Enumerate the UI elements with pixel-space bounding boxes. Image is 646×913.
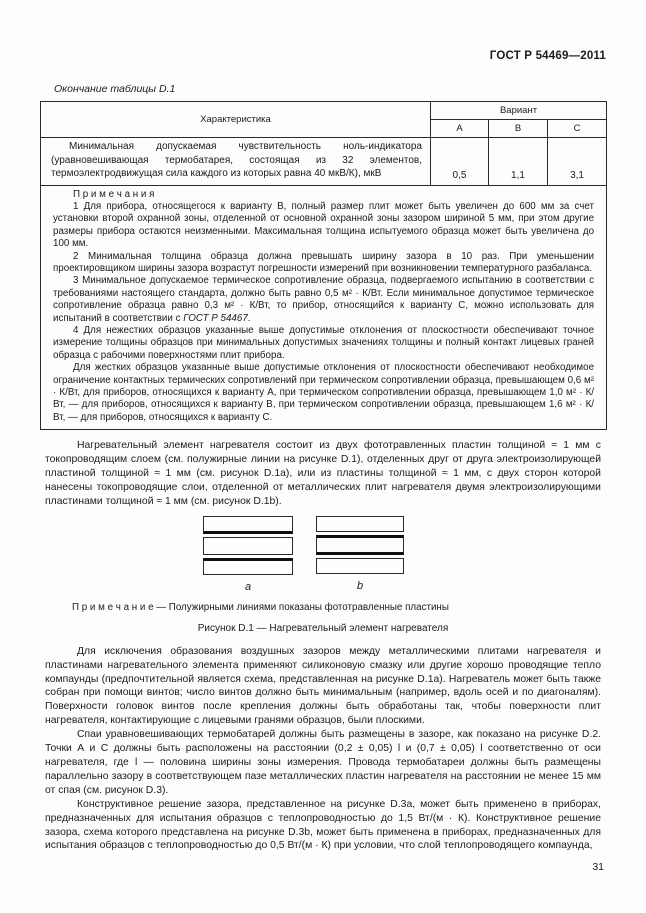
note-3-period: .	[247, 312, 251, 324]
plate-with-etched-layer-bottom	[203, 516, 293, 534]
note-3-text: 3 Минимальное допускаемое термическое сопротивление образца, подвергаемого испытанию в соответствии с требованиями настоящего стандарта, должно быть равно 0,5 м² · К/Вт. Если минимальное допустимое термическое сопротивление образца равно 0,3 м² · К/Вт, то прибор, относящийся к варианту С, можно использовать для испытаний в соответствии с	[53, 275, 595, 324]
value-cell-b: 1,1	[489, 138, 548, 186]
notes-title: П р и м е ч а н и я	[73, 188, 155, 200]
col-header-variant: Вариант	[431, 102, 607, 120]
table-notes-row	[41, 185, 607, 430]
insulating-plate-bottom	[316, 558, 404, 574]
table-row	[41, 138, 607, 186]
figure-label-b: b	[356, 579, 364, 592]
body-paragraph-3: Спаи уравновешивающих термобатарей должны быть размещены в зазоре, как показано на рисунке D.2. Точки А и С должны быть расположены на расстоянии (0,2 ± 0,05) l и (0,7 ± 0,05) l соответственно от оси нагревателя, где l — половина ширины зоны измерения. Провода термобатареи должны быть размещены параллельно зазору в соответствующем пазе металлических пластин нагревателя на расстоянии не менее 15 мм от спая (см. рисунок D.3).	[45, 729, 601, 796]
etched-plate-both-sides	[316, 535, 404, 555]
figure-a-stack	[203, 516, 293, 593]
body-paragraph-2: Для исключения образования воздушных зазоров между металлическими плитами нагревателя и пластинами нагревательного элемента применяют силиконовую смазку или другие хорошо проводящие тепло компаунды (предпочтительной является схема, представленная на рисунке D.1a). Нагреватель может быть также собран при помощи винтов; число винтов должно быть минимальным (например, вдоль осей и по диагоналям). Поверхности головок винтов после крепления должны быть обработаны так, чтобы поверхности плит нагревателя, контактирующие с лицевыми гранями образцов, были плоскими.	[45, 645, 601, 727]
variant-col-b: В	[489, 120, 548, 138]
note-1: 1 Для прибора, относящегося к варианту В, полный размер плит может быть увеличен до 600 мм за счет установки второй охранной зоны, отделенной от основной охранной зоны зазором шириной 5 мм, при этом другие размеры прибора остаются неизменными. Максимальная толщина испытуемого образца может быть увеличена до 100 мм.	[53, 200, 595, 250]
insulating-plate-top	[316, 516, 404, 532]
body-paragraph-1: Нагревательный элемент нагревателя состоит из двух фототравленных пластин толщиной ≈ 1 мм с токопроводящим слоем (см. полужирные линии на рисунке D.1), отделенных друг от друга электроизолирующей пластиной толщиной ≈ 1 мм (см. рисунок D.1a), или из пластины толщиной ≈ 1 мм, с двух сторон которой нанесены токопроводящие слои, отделенной от металлических плит нагревателя двумя электроизолирующими пластинами толщиной ≈ 1 мм (см. рисунок D.1b).	[45, 440, 601, 507]
gost-standard-number: ГОСТ Р 54469—2011	[489, 50, 606, 62]
value-cell-c: 3,1	[548, 138, 607, 186]
note-3-standard-reference: ГОСТ Р 54467	[183, 312, 248, 324]
characteristic-cell: Минимальная допускаемая чувствительность ноль-индикатора (уравновешивающая термобатарея, состоящая из 32 элементов, термоэлектродвижущая сила каждого из которых равна 40 мкВ/К), мкВ	[41, 138, 431, 186]
table-continuation-label: Окончание таблицы D.1	[54, 83, 176, 95]
note-5: Для жестких образцов указанные выше допустимые отклонения от плоскостности обеспечивают необходимое ограничение контактных термических сопротивлений при термическом сопротивлении образца, превышающем 0,6 м² · К/Вт, для приборов, относящихся к варианту А, при термическом сопротивлении образца, превышающем 1,0 м² · К/Вт, — для приборов, относящихся к варианту В, при термическом сопротивлении образца, превышающем 1,6 м² · К/Вт, — для приборов, относящихся к варианту С.	[53, 362, 595, 423]
body-text	[45, 439, 601, 853]
variant-col-a: А	[431, 120, 489, 138]
note-2: 2 Минимальная толщина образца должна превышать ширину зазора в 10 раз. При уменьшении проектировщиком ширины зазора возрастут погрешности измерений при возникновении температурного разбаланса.	[53, 250, 595, 274]
table-d1	[40, 101, 607, 430]
figure-note-text: — Полужирными линиями показаны фототравленные пластины	[153, 601, 449, 613]
figure-caption: Рисунок D.1 — Нагревательный элемент нагревателя	[197, 622, 449, 634]
note-4: 4 Для нежестких образцов указанные выше допустимые отклонения от плоскостности обеспечивают точное измерение толщины образцов при минимальных допустимых значениях толщины и полный контакт лицевых граней образца с рабочими поверхностями плит прибора.	[53, 324, 595, 361]
insulating-plate	[203, 537, 293, 555]
value-cell-a: 0,5	[431, 138, 489, 186]
plate-with-etched-layer-top	[203, 558, 293, 575]
figure-label-a: a	[244, 580, 252, 593]
figure-d1	[45, 516, 601, 593]
body-paragraph-4: Конструктивное решение зазора, представленное на рисунке D.3a, может быть применено в приборах, предназначенных для испытания образцов с теплопроводностью до 1,5 Вт/(м · К). Конструктивное решение зазора, схема которого представлена на рисунке D.3b, может быть применена в приборах, предназначенных для испытания образцов с теплопроводностью до 0,5 Вт/(м · К) при условии, что слой теплопроводящего компаунда,	[45, 798, 601, 852]
figure-b-stack	[316, 516, 404, 593]
figure-note-label: П р и м е ч а н и е	[72, 601, 154, 613]
figure-note	[72, 602, 601, 613]
page-number: 31	[592, 861, 604, 874]
col-header-characteristic: Характеристика	[41, 102, 431, 138]
page-content	[40, 50, 606, 873]
variant-col-c: С	[548, 120, 607, 138]
note-3	[53, 275, 594, 325]
table-notes	[41, 185, 607, 430]
